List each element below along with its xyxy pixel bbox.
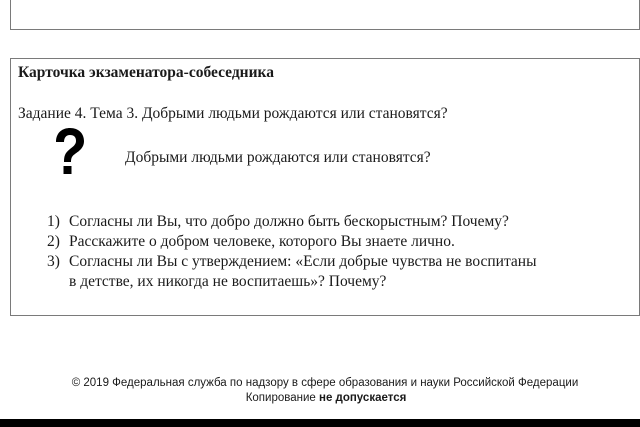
question-text: Согласны ли Вы, что добро должно быть бескорыстным? Почему? bbox=[69, 213, 509, 230]
question-number: 3) bbox=[47, 253, 60, 270]
question-list bbox=[47, 212, 640, 292]
previous-card-frame bbox=[10, 0, 640, 30]
bottom-bar bbox=[0, 419, 640, 427]
question-item bbox=[47, 212, 640, 232]
question-number: 2) bbox=[47, 233, 60, 250]
question-number: 1) bbox=[47, 213, 60, 230]
copy-notice-prefix: Копирование bbox=[245, 392, 316, 404]
question-item bbox=[47, 232, 640, 252]
copyright-text: © 2019 Федеральная служба по надзору в сфере образования и науки Российской Федерации bbox=[71, 377, 579, 389]
card-title: Карточка экзаменатора-собеседника bbox=[18, 64, 274, 81]
task-line: Задание 4. Тема 3. Добрыми людьми рождаются или становятся? bbox=[18, 105, 448, 122]
copyright-footer bbox=[0, 376, 640, 406]
question-text: Расскажите о добром человеке, которого Вы знаете лично. bbox=[69, 233, 455, 250]
copy-notice-bold: не допускается bbox=[319, 392, 407, 404]
copy-notice bbox=[0, 391, 640, 406]
question-item bbox=[47, 252, 640, 292]
examiner-card bbox=[10, 58, 640, 316]
question-text: Согласны ли Вы с утверждением: «Если добрые чувства не воспитаны в детстве, их никогда не воспитаешь»? Почему? bbox=[69, 253, 537, 290]
question-mark-icon bbox=[49, 127, 89, 177]
central-question: Добрыми людьми рождаются или становятся? bbox=[125, 149, 431, 166]
